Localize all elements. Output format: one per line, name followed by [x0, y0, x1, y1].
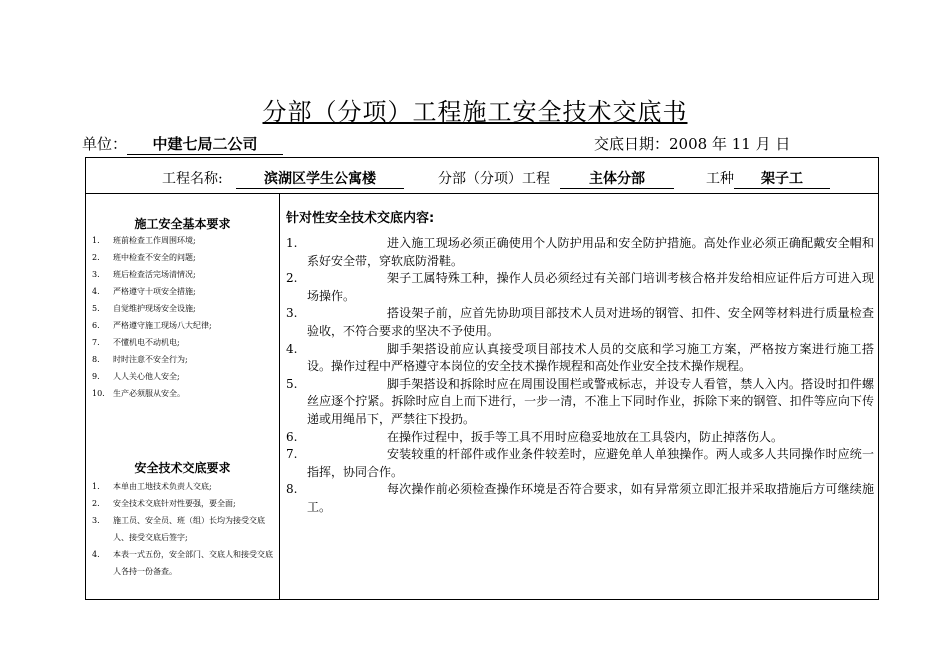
basic-requirement-item-number: 9. [92, 372, 100, 381]
content-item-text: 脚手架搭设和拆除时应在周围设围栏或警戒标志，并设专人看管，禁人入内。搭设时扣件螺丝应逐个拧紧。拆除时应自上而下进行，一步一清，不准上下同时作业，拆除下来的钢管、扣件等应向下传递或用绳吊下，严禁往下投扔。 [307, 376, 874, 426]
basic-requirements-title: 施工安全基本要求 [134, 217, 231, 231]
handover-requirements-list [92, 478, 274, 580]
basic-requirement-item-number: 6. [92, 321, 100, 330]
handover-requirement-item [92, 478, 274, 495]
document-title: 分部（分项）工程施工安全技术交底书 [262, 98, 688, 126]
content-item-text: 搭设架子前，应首先协助项目部技术人员对进场的钢管、扣件、安全网等材料进行质量检查验收，不符合要求的坚决不予使用。 [307, 306, 874, 338]
content-item [286, 429, 874, 447]
basic-requirement-item-text: 生产必须服从安全。 [113, 389, 185, 398]
basic-requirement-item [92, 334, 274, 351]
handover-requirement-item-text: 安全技术交底针对性要强，要全面; [113, 499, 236, 508]
content-list [286, 235, 874, 517]
content-item [286, 446, 874, 481]
basic-requirement-item [92, 317, 274, 334]
content-item-text: 进入施工现场必须正确使用个人防护用品和安全防护措施。高处作业必须正确配戴安全帽和系好安全带，穿软底防滑鞋。 [307, 236, 874, 268]
basic-requirement-item-text: 班后检查活完场清情况; [113, 270, 196, 279]
basic-requirement-item-number: 2. [92, 253, 100, 262]
basic-requirements-list [92, 232, 274, 402]
basic-requirement-item-text: 班中检查不安全的问题; [113, 253, 196, 262]
basic-requirement-item [92, 249, 274, 266]
basic-requirement-item-number: 8. [92, 355, 100, 364]
basic-requirement-item-number: 1. [92, 236, 100, 245]
handover-requirement-item-text: 施工员、安全员、班（组）长均为接受交底人、接受交底后签字; [113, 516, 265, 542]
unit-line [82, 133, 283, 155]
content-item [286, 235, 874, 270]
content-item-number: 1. [286, 236, 298, 250]
content-item-text: 脚手架搭设前应认真接受项目部技术人员的交底和学习施工方案，严格按方案进行施工搭设。操作过程中严格遵守本岗位的安全技术操作规程和高处作业安全技术操作规程。 [307, 341, 874, 374]
handover-requirement-item-text: 本表一式五份，安全部门、交底人和接受交底人各持一份备查。 [113, 550, 273, 576]
content-item [286, 305, 874, 340]
basic-requirement-item [92, 283, 274, 300]
basic-requirement-item-text: 自觉维护现场安全设施; [113, 304, 196, 313]
content-item [286, 341, 874, 376]
basic-requirement-item-text: 班前检查工作周围环境; [113, 236, 196, 245]
content-item-text: 架子工属特殊工种，操作人员必须经过有关部门培训考核合格并发给相应证件后方可进入现场操作。 [307, 271, 874, 303]
content-item-number: 8. [286, 482, 298, 497]
unit-label: 单位： [82, 135, 128, 153]
trade-label: 工种 [706, 171, 734, 187]
project-name: 滨湖区学生公寓楼 [236, 168, 404, 189]
handover-requirement-item-number: 1. [92, 482, 100, 491]
basic-requirement-item-number: 3. [92, 270, 100, 279]
handover-requirement-item-text: 本单由工地技术负责人交底; [113, 482, 212, 491]
content-item [286, 270, 874, 305]
basic-requirement-item-text: 不懂机电不动机电; [113, 338, 180, 347]
subpart-value: 主体分部 [560, 168, 674, 189]
content-title: 针对性安全技术交底内容: [286, 211, 435, 226]
content-item-number: 6. [286, 429, 298, 444]
handover-requirement-item-number: 3. [92, 516, 100, 525]
basic-requirement-item [92, 351, 274, 368]
subpart-label: 分部（分项）工程 [438, 171, 550, 187]
content-item-text: 每次操作前必须检查操作环境是否符合要求，如有异常须立即汇报并采取措施后方可继续施工。 [307, 482, 874, 514]
handover-date: 交底日期：2008 年 11 月 日 [594, 135, 791, 153]
content-item-number: 2. [286, 271, 298, 286]
basic-requirement-item-text: 时时注意不安全行为; [113, 355, 188, 364]
basic-requirement-item-text: 严格遵守十项安全措施; [113, 287, 196, 296]
content-item-text: 安装较重的杆部件或作业条件较差时，应避免单人单独操作。两人或多人共同操作时应统一指挥，协同合作。 [307, 447, 874, 479]
column-divider [279, 194, 280, 600]
handover-requirement-item [92, 546, 274, 580]
basic-requirement-item [92, 300, 274, 317]
content-item-number: 5. [286, 376, 298, 391]
content-item-number: 4. [286, 341, 298, 356]
trade-value: 架子工 [734, 168, 830, 189]
unit-value: 中建七局二公司 [127, 133, 283, 155]
basic-requirement-item-number: 10. [92, 389, 105, 398]
handover-requirements-title: 安全技术交底要求 [134, 461, 231, 475]
handover-requirement-item [92, 495, 274, 512]
basic-requirement-item-number: 7. [92, 338, 100, 347]
basic-requirement-item-text: 人人关心他人安全; [113, 372, 180, 381]
project-label: 工程名称: [162, 171, 223, 187]
content-item [286, 376, 874, 429]
basic-requirement-item-number: 5. [92, 304, 100, 313]
handover-requirement-item [92, 512, 274, 546]
content-item-text: 在操作过程中，扳手等工具不用时应稳妥地放在工具袋内，防止掉落伤人。 [387, 429, 784, 444]
content-item-number: 7. [286, 447, 298, 462]
project-header-row [86, 158, 878, 194]
basic-requirement-item [92, 232, 274, 249]
basic-requirement-item-text: 严格遵守施工现场八大纪律; [113, 321, 212, 330]
basic-requirement-item [92, 385, 274, 402]
content-item [286, 481, 874, 516]
handover-requirement-item-number: 4. [92, 550, 100, 559]
content-item-number: 3. [286, 306, 298, 321]
handover-requirement-item-number: 2. [92, 499, 100, 508]
basic-requirement-item-number: 4. [92, 287, 100, 296]
requirements-column [86, 194, 279, 600]
handover-form [85, 157, 879, 600]
basic-requirement-item [92, 368, 274, 385]
basic-requirement-item [92, 266, 274, 283]
